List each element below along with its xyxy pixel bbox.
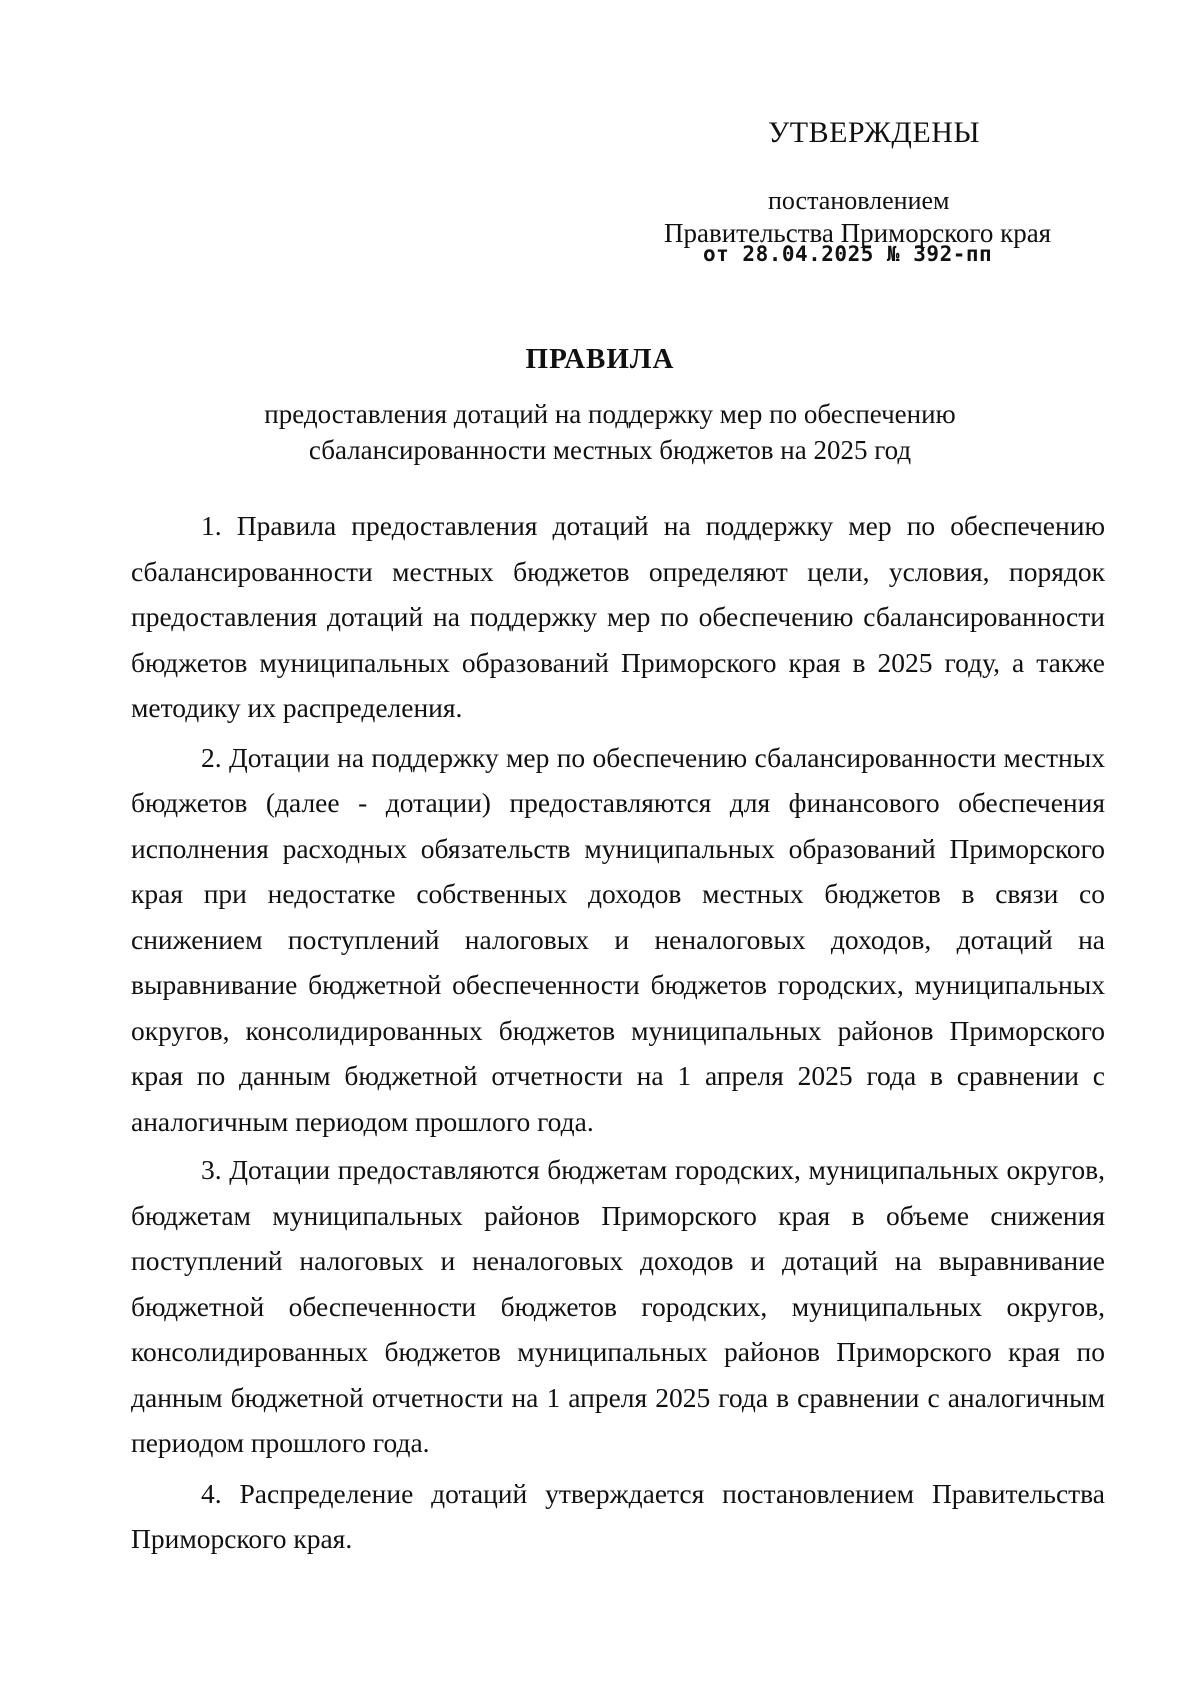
approved-by-line-2: Правительства Приморского края bbox=[664, 218, 1052, 248]
approved-by-line-1: постановлением bbox=[768, 186, 950, 215]
paragraph-1: 1. Правила предоставления дотаций на поддержку мер по обеспечению сбалансированности местных бюджетов определяют цели, условия, порядок предоставления дотаций на поддержку мер по обеспечению сбалансированности бюджетов муниципальных образований Приморского края в 2025 году, а также методику их распределения. bbox=[131, 510, 1105, 723]
document-subtitle bbox=[200, 396, 1020, 468]
document-body bbox=[131, 503, 1105, 1562]
paragraph-2: 2. Дотации на поддержку мер по обеспечению сбалансированности местных бюджетов (далее - дотации) предоставляются для финансового обеспечения исполнения расходных обязательств муниципальных образований Приморского края при недостатке собственных доходов местных бюджетов в связи со снижением поступлений налоговых и неналоговых доходов, дотаций на выравнивание бюджетной обеспеченности бюджетов городских, муниципальных округов, консолидированных бюджетов муниципальных районов Приморского края по данным бюджетной отчетности на 1 апреля 2025 года в сравнении с аналогичным периодом прошлого года. bbox=[131, 741, 1105, 1137]
paragraph-4: 4. Распределение дотаций утверждается постановлением Правительства Приморского края. bbox=[131, 1477, 1105, 1554]
approved-label: УТВЕРЖДЕНЫ bbox=[768, 116, 981, 149]
registration-stamp: от 28.04.2025 № 392-пп bbox=[703, 242, 993, 266]
document-title: ПРАВИЛА bbox=[525, 343, 675, 375]
subtitle-line-1: предоставления дотаций на поддержку мер по обеспечению bbox=[264, 399, 956, 429]
subtitle-line-2: сбалансированности местных бюджетов на 2025 год bbox=[308, 435, 912, 465]
paragraph-3: 3. Дотации предоставляются бюджетам городских, муниципальных округов, бюджетам муниципальных районов Приморского края в объеме снижения поступлений налоговых и неналоговых доходов и дотаций на выравнивание бюджетной обеспеченности бюджетов городских, муниципальных округов, консолидированных бюджетов муниципальных районов Приморского края по данным бюджетной отчетности на 1 апреля 2025 года в сравнении с аналогичным периодом прошлого года. bbox=[131, 1154, 1105, 1458]
